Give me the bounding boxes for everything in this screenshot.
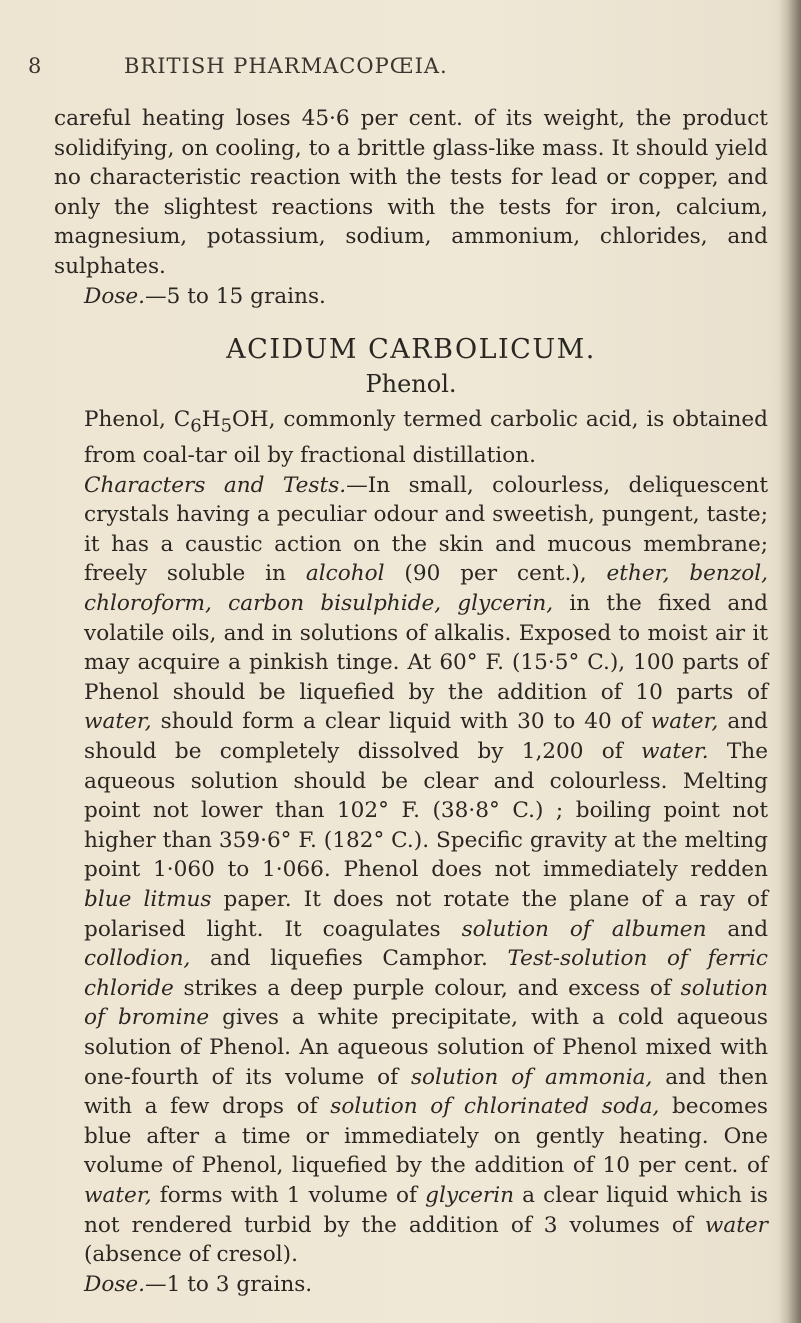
dose-value: —5 to 15 grains. xyxy=(145,283,326,309)
characters-label: Characters and Tests. xyxy=(84,472,347,498)
entry-intro: Phenol, $C_6H_5OH$, commonly termed carbolic acid, is obtained from coal-tar oil by fractional distillation. xyxy=(84,407,768,469)
entry-subtitle: Phenol. xyxy=(365,370,457,399)
page-gutter-shadow xyxy=(779,0,801,1323)
page-number: 8 xyxy=(28,54,43,78)
entry-dose xyxy=(54,1270,768,1300)
dose-value: —1 to 3 grains. xyxy=(145,1271,313,1297)
body-text xyxy=(54,104,768,1299)
dose-label: Dose. xyxy=(84,283,146,309)
preceding-paragraph: careful heating loses 45·6 per cent. of its weight, the product solidifying, on cooling, to a brittle glass-like mass. It should yield no characteristic reaction with the tests for lead or copper, and only the slightest reactions with the tests for iron, calcium, magnesium, potassium, sodium, ammonium, chlorides, and sulphates. xyxy=(54,106,768,279)
formula-subscript: 5 xyxy=(220,415,233,437)
running-header xyxy=(28,54,728,78)
entry-title: ACIDUM CARBOLICUM. xyxy=(226,334,596,366)
dose-label: Dose. xyxy=(84,1271,146,1297)
characters-and-tests: Characters and Tests.—In small, colourless, deliquescent crystals having a peculiar odour and sweetish, pungent, taste; it has a caustic action on the skin and mucous membrane; freely soluble in alcohol (90 per cent.), ether, benzol, chloroform, carbon bisulphide, glycerin, in the fixed and volatile oils, and in solutions of alkalis. Exposed to moist air it may acquire a pinkish tinge. At 60° F. (15·5° C.), 100 parts of Phenol should be liquefied by the addition of 10 parts of water, should form a clear liquid with 30 to 40 of water, and should be completely dissolved by 1,200 of water. The aqueous solution should be clear and colourless. Melting point not lower than 102° F. (38·8° C.) ; boiling point not higher than 359·6° F. (182° C.). Specific gravity at the melting point 1·060 to 1·066. Phenol does not immediately redden blue litmus paper. It does not rotate the plane of a ray of polarised light. It coagulates solution of albumen and collodion, and liquefies Camphor. Test-solution of ferric chloride strikes a deep purple colour, and excess of solution of bromine gives a white precipitate, with a cold aqueous solution of Phenol. An aqueous solution of Phenol mixed with one-fourth of its volume of solution of ammonia, and then with a few drops of solution of chlorinated soda, becomes blue after a time or immediately on gently heating. One volume of Phenol, liquefied by the addition of 10 per cent. of water, forms with 1 volume of glycerin a clear liquid which is not rendered turbid by the addition of 3 volumes of water (absence of cresol). xyxy=(84,472,769,1268)
running-title: BRITISH PHARMACOPŒIA. xyxy=(124,54,448,78)
preceding-dose xyxy=(54,282,768,312)
formula-subscript: 6 xyxy=(190,415,202,437)
